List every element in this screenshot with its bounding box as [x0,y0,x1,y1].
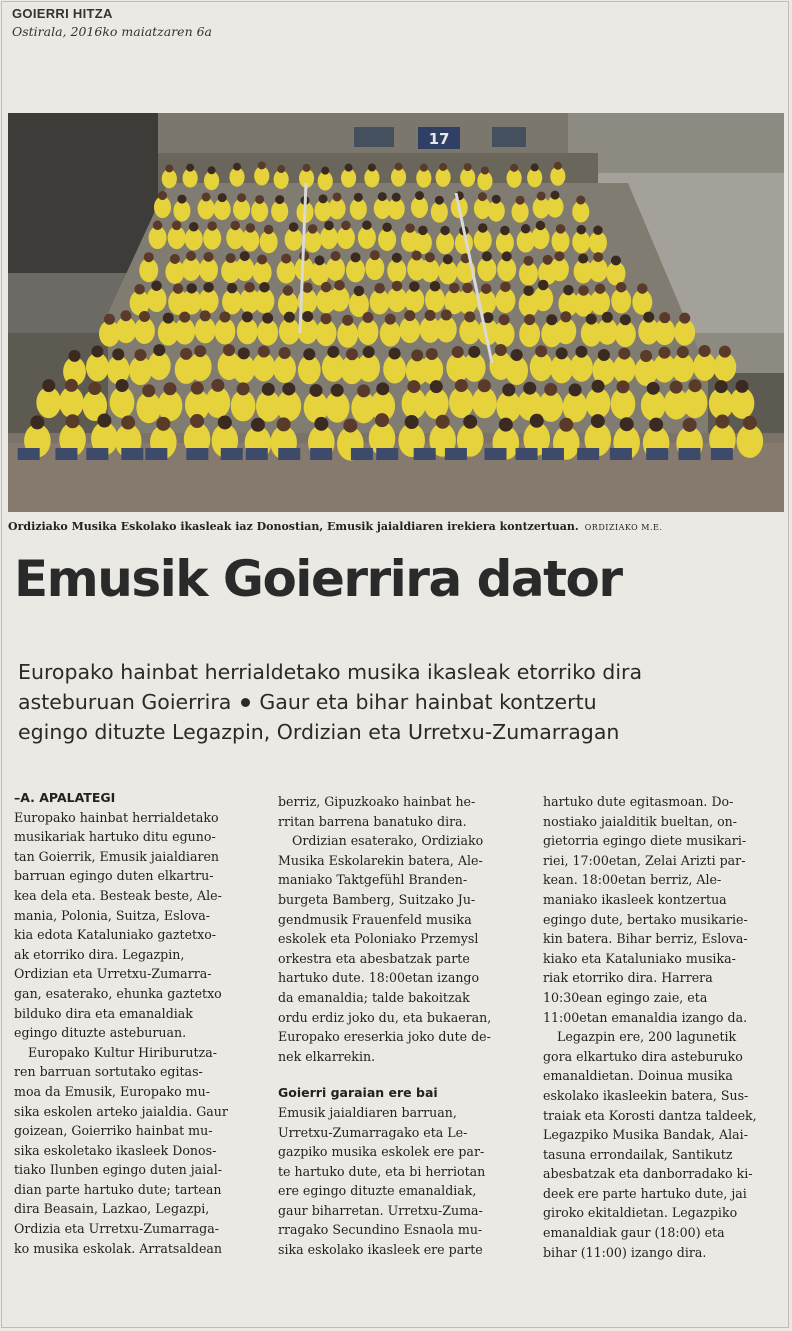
text-line: emanaldietan. Doinua musika [543,1068,733,1084]
text-line: burgeta Bamberg, Suitzako Ju- [278,891,476,907]
text-line: gan, esaterako, ehunka gaztetxo [14,985,222,1001]
text-line: ren barruan sortutako egitas- [14,1064,203,1080]
text-line: kin batera. Bihar berriz, Eslova- [543,931,748,947]
text-line: gora elkartuko dira asteburuko [543,1048,743,1064]
text-line: maniako ikasleek kontzertua [543,891,727,907]
text-line: traiak eta Korosti dantza taldeek, [543,1107,757,1123]
text-line: Emusik jaialdiaren barruan, [278,1104,457,1120]
text-line: rritan barrena banatuko dira. [278,813,467,829]
sign-number: 17 [428,130,450,148]
text-line: kea dela eta. Besteak beste, Ale- [14,887,222,903]
text-line: berriz, Gipuzkoako hainbat he- [278,794,476,809]
article-headline: Emusik Goierrira dator [14,550,622,608]
publication-date: Ostirala, 2016ko maiatzaren 6a [12,24,213,39]
text-line: gietorria egingo diete musikari- [543,833,747,849]
text-line: maniako Taktgefühl Branden- [278,872,468,888]
caption-text: Ordiziako Musika Eskolako ikasleak iaz Donostian, Emusik jaialdiaren irekiera kontzertuan. [8,520,579,533]
text-line: egingo dituzte asteburuan. [14,1025,187,1041]
text-line: bilduko dira eta emanaldiak [14,1005,193,1021]
text-line: nostiako jaialditik bueltan, on- [543,813,738,829]
text-line: ere egingo dituzte emanaldiak, [278,1183,477,1199]
text-line: Urretxu-Zumarragako eta Le- [278,1124,468,1140]
column-3-body [543,792,788,1262]
text-line: deek ere parte hartuko dute, jai [543,1185,747,1201]
text-line: Ordizian esaterako, Ordiziako [292,833,484,849]
article-subtitle: Goierri garaian ere bai [278,1085,438,1101]
bullet-icon [241,698,250,707]
byline: –A. APALATEGI [14,790,116,805]
text-line: ordu erdiz joko du, eta bukaeran, [278,1009,492,1025]
text-line: tiako Ilunben egingo duten jaial- [14,1162,222,1178]
photo-caption [8,520,784,533]
text-line: ak etorriko dira. Legazpin, [14,946,185,962]
text-line: ko musika eskolak. Arratsaldean [14,1240,223,1256]
text-line: giroko ekitaldietan. Legazpiko [543,1205,738,1221]
publication-name: GOIERRI HITZA [12,6,113,21]
text-line: musikariak hartuko ditu eguno- [14,829,216,845]
text-line: kean. 18:00etan berriz, Ale- [543,872,722,888]
text-line: dira Beasain, Lazkao, Legazpi, [14,1201,210,1217]
text-line: nek elkarrekin. [278,1048,376,1064]
text-line: sika eskoletako ikasleek Donos- [14,1142,217,1158]
text-line: te hartuko dute, eta bi herriotan [278,1163,486,1179]
text-line: riak etorriko dira. Harrera [543,970,713,986]
article-column-3 [543,792,788,1262]
text-line: Legazpin ere, 200 lagunetik [557,1029,737,1045]
text-line: Ordizia eta Urretxu-Zumarraga- [14,1221,219,1237]
text-line: 10:30ean egingo zaie, eta [543,989,708,1005]
article-subhead [18,657,778,747]
text-line: Europako ereserkia joko dute de- [278,1029,491,1045]
text-line: Ordizian eta Urretxu-Zumarra- [14,966,212,982]
text-line: tasuna errondailak, Santikutz [543,1146,733,1162]
text-line: goizean, Goierriko hainbat mu- [14,1123,213,1139]
text-line: sika eskolen arteko jaialdia. Gaur [14,1103,228,1119]
text-line: orkestra eta abesbatzak parte [278,950,470,966]
text-line: hartuko dute egitasmoan. Do- [543,794,734,809]
column-2-body-continued [278,1103,528,1260]
text-line: eskolako ikasleekin batera, Sus- [543,1087,749,1103]
text-line: rragako Secundino Esnaola mu- [278,1222,483,1238]
photo-credit: ORDIZIAKO M.E. [584,523,663,532]
text-line: barruan egingo duten elkartru- [14,868,214,884]
text-line: dian parte hartuko dute; tartean [14,1181,222,1197]
text-line: Europako Kultur Hiriburutza- [28,1044,217,1060]
text-line: hartuko dute. 18:00etan izango [278,970,480,986]
text-line: egingo dute, bertako musikarie- [543,911,748,927]
text-line: gazpiko musika eskolek ere par- [278,1144,485,1160]
text-line: tan Goierrik, Emusik jaialdiaren [14,848,220,864]
subhead-line [18,687,778,717]
text-line: kia edota Kataluniako gaztetxo- [14,927,217,943]
group-photo [8,113,784,512]
text-line: emanaldiak gaur (18:00) eta [543,1225,725,1241]
text-line: gendmusik Frauenfeld musika [278,911,472,927]
text-line: abesbatzak eta danborradako ki- [543,1166,753,1182]
article-column-2 [278,792,528,1260]
text-line: bihar (11:00) izango dira. [543,1244,707,1260]
text-line: 11:00etan emanaldia izango da. [543,1009,748,1025]
text-line: mania, Polonia, Suitza, Eslova- [14,907,211,923]
text-line: riei, 17:00etan, Zelai Arizti par- [543,852,746,868]
subhead-part: Gaur eta bihar hainbat kontzertu [259,690,597,714]
text-line: Legazpiko Musika Bandak, Alai- [543,1127,748,1143]
text-line: kiako eta Kataluniako musika- [543,950,736,966]
subhead-line: Europako hainbat herrialdetako musika ikasleak etorriko dira [18,660,643,684]
text-line: da emanaldia; talde bakoitzak [278,989,470,1005]
text-line: sika eskolako ikasleek ere parte [278,1242,483,1258]
text-line: Musika Eskolarekin batera, Ale- [278,852,483,868]
text-line: eskolek eta Poloniako Przemysl [278,931,479,947]
column-1-body [14,808,264,1259]
text-line: gaur biharretan. Urretxu-Zuma- [278,1202,483,1218]
photo-illustration [8,113,784,512]
article-column-1 [14,788,264,1258]
subhead-line: egingo dituzte Legazpin, Ordizian eta Urretxu-Zumarragan [18,720,620,744]
text-line: Europako hainbat herrialdetako [14,809,219,825]
column-2-body [278,792,528,1066]
text-line: moa da Emusik, Europako mu- [14,1083,210,1099]
subhead-part: asteburuan Goierrira [18,690,232,714]
